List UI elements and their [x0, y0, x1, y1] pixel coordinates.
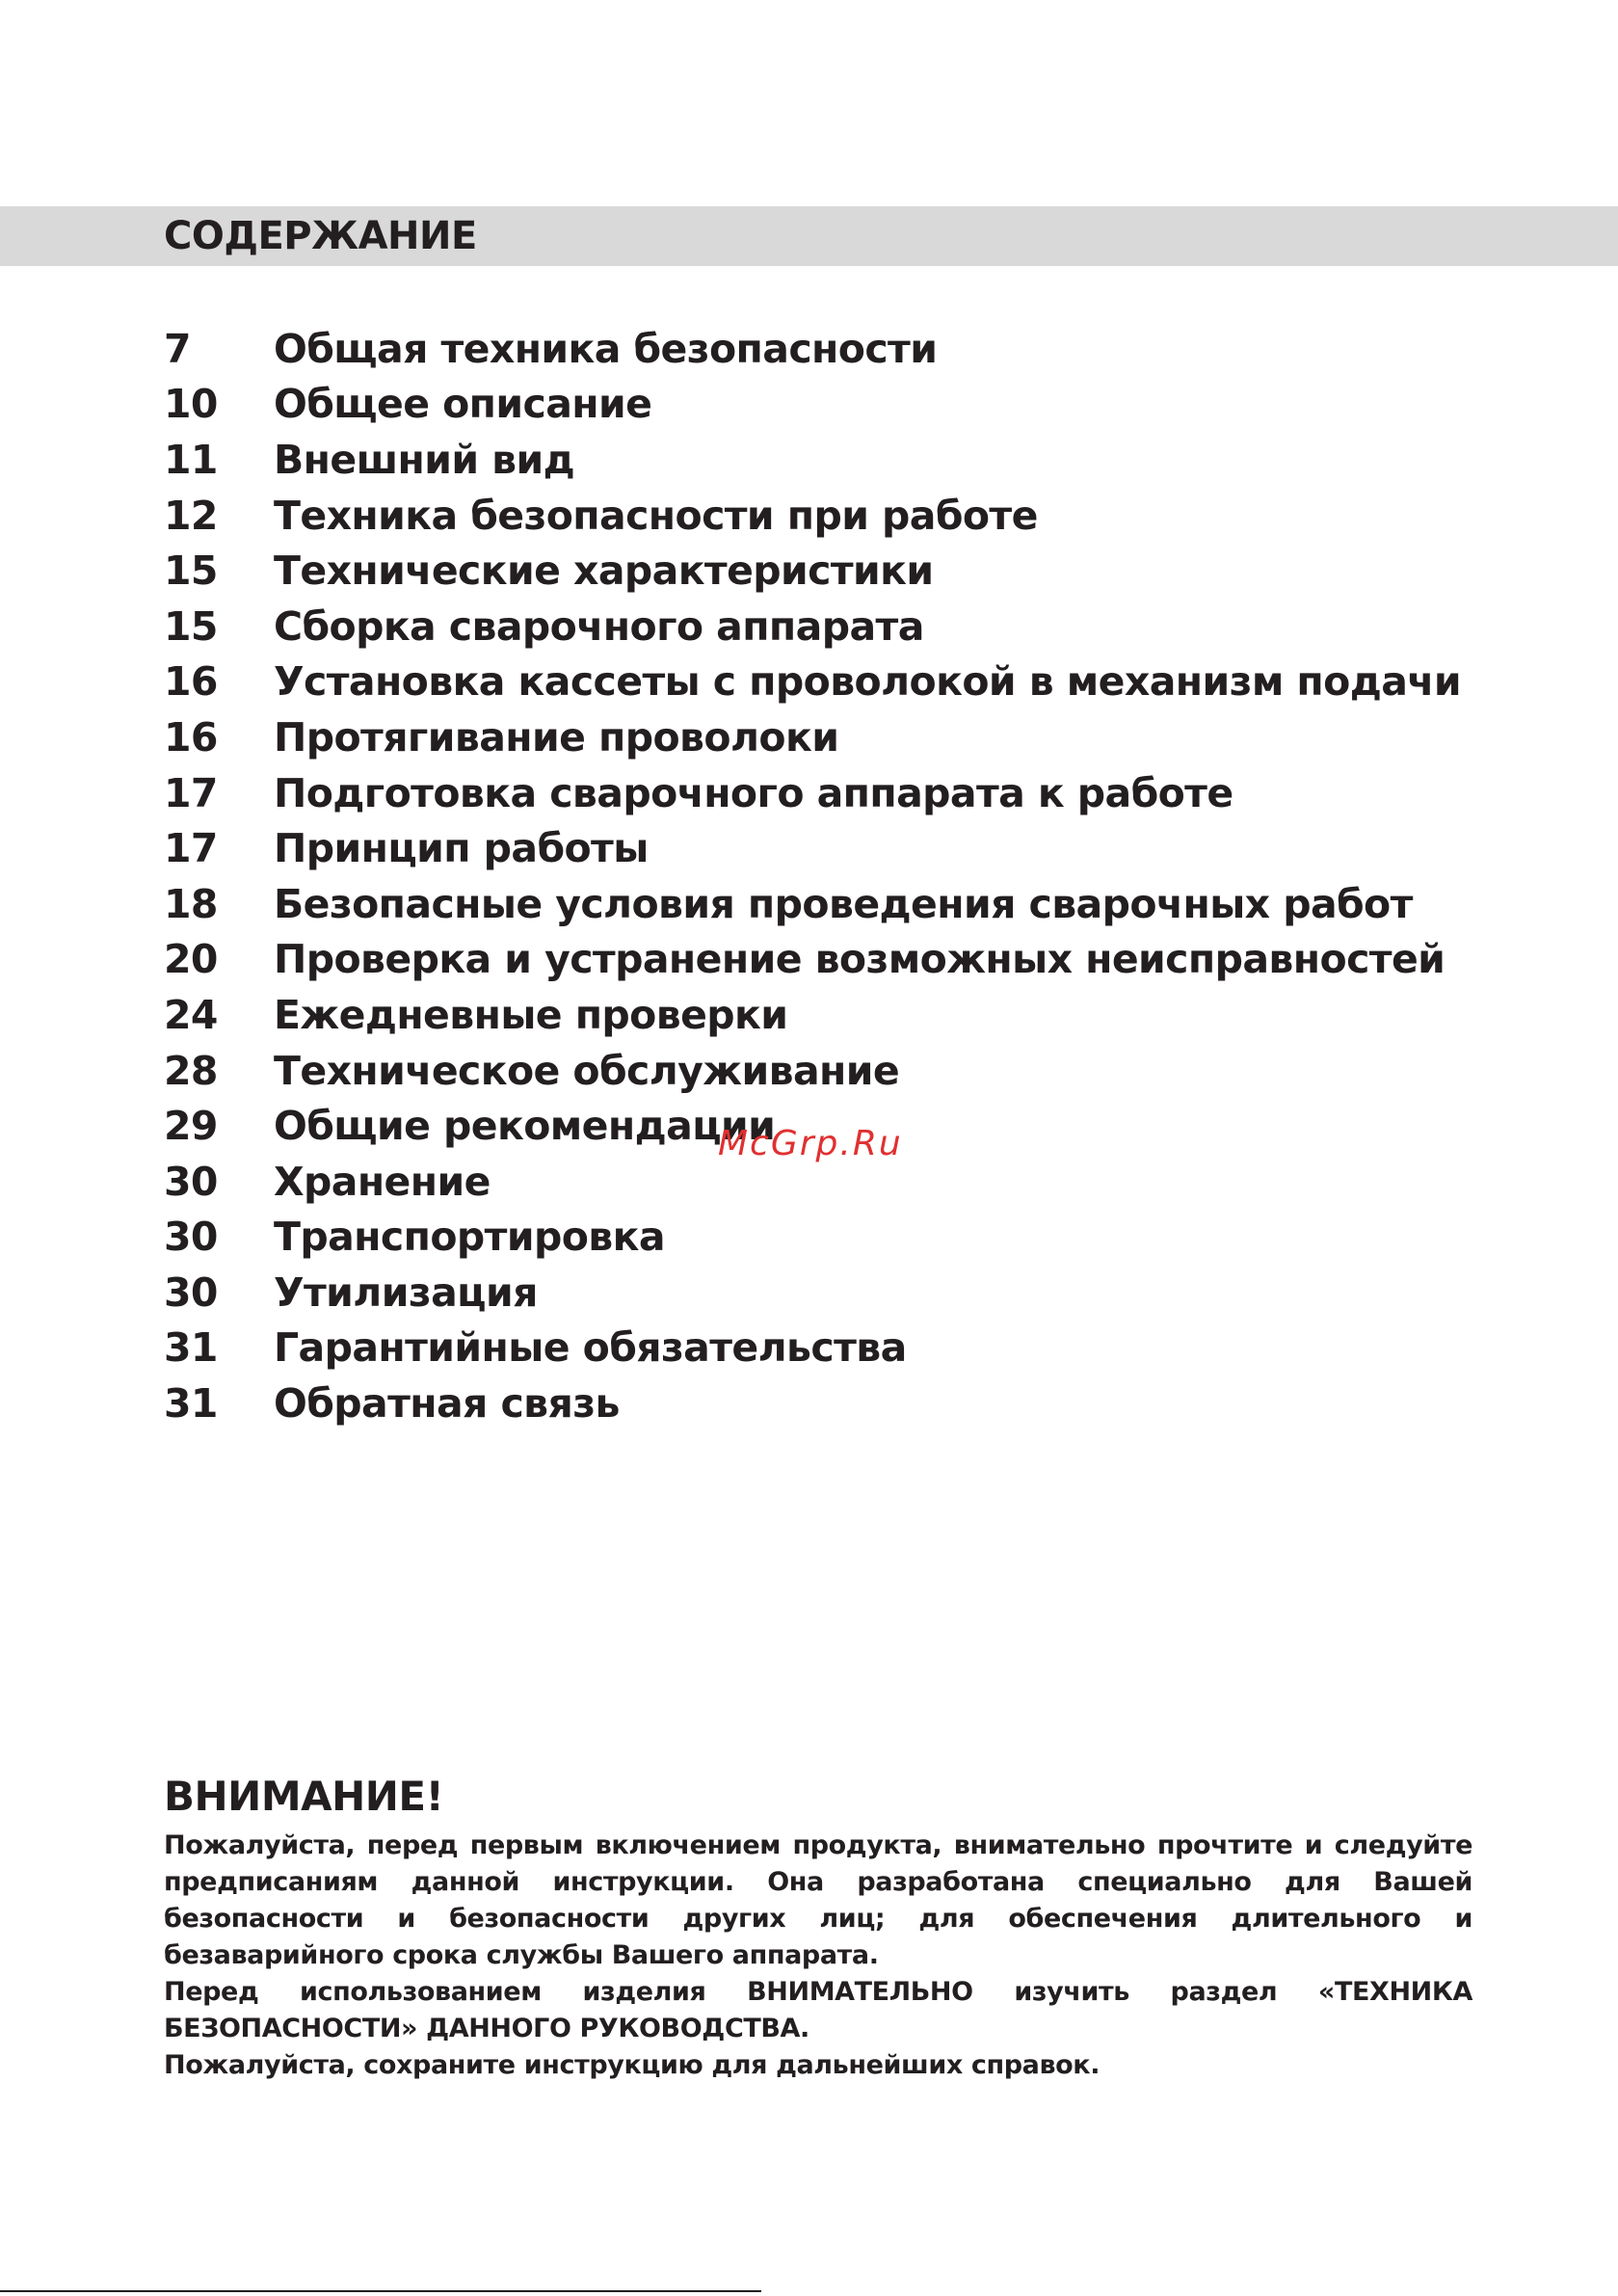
toc-entry: [164, 1043, 1494, 1099]
toc-page-number: 17: [164, 825, 218, 872]
toc-entry-title: Техника безопасности при работе: [274, 492, 1038, 539]
toc-entry-title: Общие рекомендации: [274, 1103, 776, 1150]
toc-page-number: 31: [164, 1380, 218, 1428]
toc-page-number: 20: [164, 936, 218, 983]
toc-page-number: 15: [164, 602, 218, 650]
toc-entry-title: Гарантийные обязательства: [274, 1324, 907, 1372]
toc-entry: [164, 321, 1494, 377]
notice-paragraph-2: Перед использованием изделия ВНИМАТЕЛЬНО изучить раздел «ТЕХНИКА БЕЗОПАСНОСТИ» ДАННОГО РУКОВОДСТВА.: [164, 1977, 1472, 2043]
toc-page-number: 16: [164, 713, 218, 761]
toc-entry: [164, 1375, 1494, 1431]
toc-entry: [164, 488, 1494, 544]
toc-entry: [164, 987, 1494, 1043]
bottom-divider: [0, 2290, 761, 2292]
toc-page-number: 15: [164, 547, 218, 595]
toc-entry: [164, 377, 1494, 433]
toc-entry-title: Внешний вид: [274, 436, 575, 483]
toc-page-number: 29: [164, 1103, 218, 1150]
watermark: McGrp.Ru: [718, 1124, 903, 1163]
toc-entry: [164, 432, 1494, 488]
toc-page-number: 30: [164, 1214, 218, 1261]
toc-entry-title: Проверка и устранение возможных неисправностей: [274, 936, 1446, 983]
toc-entry-title: Установка кассеты с проволокой в механизм подачи: [274, 658, 1461, 706]
toc-page-number: 10: [164, 381, 218, 428]
toc-entry-title: Техническое обслуживание: [274, 1047, 900, 1094]
toc-entry-title: Сборка сварочного аппарата: [274, 602, 924, 650]
toc-entry: [164, 820, 1494, 876]
toc-page-number: 12: [164, 492, 218, 539]
page-title: СОДЕРЖАНИЕ: [164, 214, 477, 258]
toc-entry-title: Общее описание: [274, 381, 652, 428]
toc-entry: [164, 765, 1494, 821]
toc-entry: [164, 932, 1494, 988]
toc-page-number: 18: [164, 880, 218, 927]
notice-section: [164, 1770, 1472, 2084]
toc-page-number: 7: [164, 325, 191, 372]
toc-entry-title: Обратная связь: [274, 1380, 620, 1428]
toc-entry: [164, 1210, 1494, 1266]
toc-page-number: 28: [164, 1047, 218, 1094]
toc-page-number: 30: [164, 1268, 218, 1316]
toc-entry: [164, 654, 1494, 710]
toc-page-number: 24: [164, 991, 218, 1038]
toc-page-number: 17: [164, 769, 218, 816]
toc-entry: [164, 1321, 1494, 1376]
toc-entry: [164, 709, 1494, 765]
toc-entry-title: Подготовка сварочного аппарата к работе: [274, 769, 1233, 816]
toc-page-number: 11: [164, 436, 218, 483]
toc-entry: [164, 876, 1494, 932]
notice-paragraph-1: Пожалуйста, перед первым включением продукта, внимательно прочтите и следуйте предписаниям данной инструкции. Она разработана специально для Вашей безопасности и безопасности других лиц; для обеспечения длительного и безаварийного срока службы Вашего аппарата.: [164, 1830, 1472, 1970]
toc-page-number: 16: [164, 658, 218, 706]
toc-entry: [164, 543, 1494, 599]
toc-entry-title: Технические характеристики: [274, 547, 934, 595]
toc-entry-title: Принцип работы: [274, 825, 649, 872]
toc-page-number: 31: [164, 1324, 218, 1372]
toc-entry-title: Протягивание проволоки: [274, 713, 839, 761]
toc-entry-title: Ежедневные проверки: [274, 991, 788, 1038]
table-of-contents: [164, 321, 1494, 1431]
notice-heading: ВНИМАНИЕ!: [164, 1773, 444, 1820]
toc-entry-title: Утилизация: [274, 1268, 538, 1316]
toc-entry-title: Хранение: [274, 1158, 491, 1205]
notice-paragraph-3: Пожалуйста, сохраните инструкцию для дальнейших справок.: [164, 2050, 1101, 2080]
toc-entry-title: Транспортировка: [274, 1214, 665, 1261]
toc-entry: [164, 599, 1494, 654]
toc-entry-title: Общая техника безопасности: [274, 325, 938, 372]
toc-entry: [164, 1265, 1494, 1321]
toc-entry-title: Безопасные условия проведения сварочных работ: [274, 880, 1413, 927]
toc-page-number: 30: [164, 1158, 218, 1205]
